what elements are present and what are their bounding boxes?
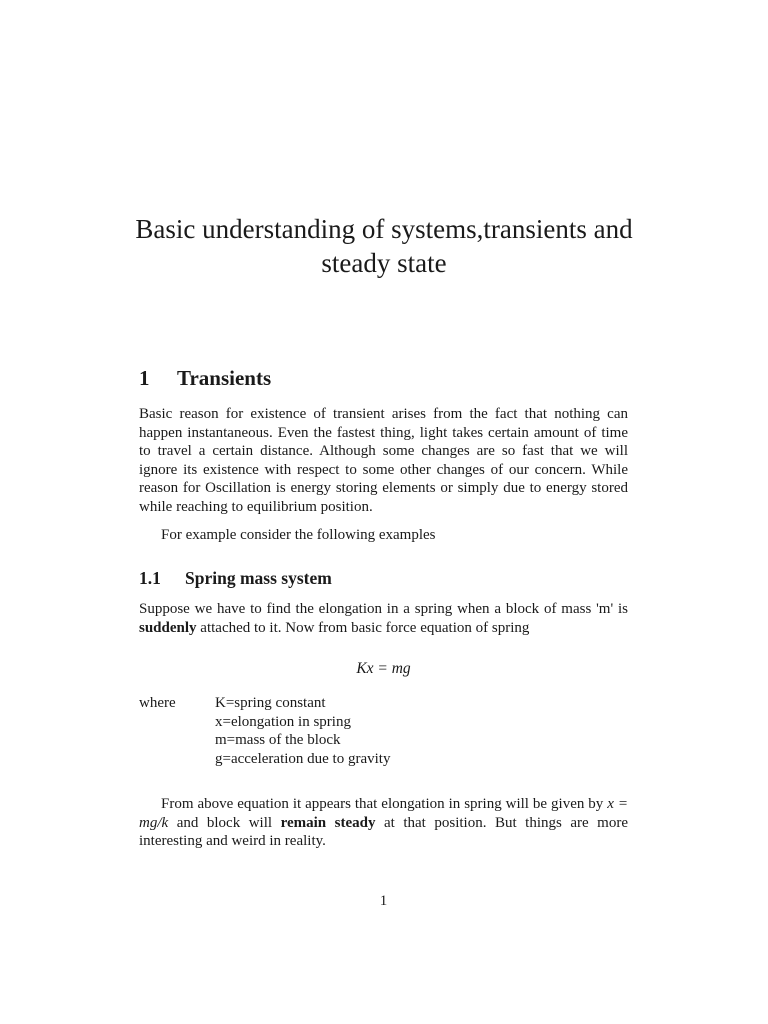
paragraph-examples-intro: For example consider the following examples <box>161 527 436 543</box>
definition-item: m=mass of the block <box>215 732 341 749</box>
definition-item: g=acceleration due to gravity <box>215 750 391 767</box>
conclusion-text-2: and block will <box>168 814 281 831</box>
paragraph-spring-intro <box>139 600 628 637</box>
conclusion-text-1: From above equation it appears that elongation in spring will be given by <box>161 796 608 812</box>
subsection-number: 1.1 <box>139 568 161 588</box>
section-title: Transients <box>177 366 272 390</box>
where-label: where <box>139 695 176 711</box>
inline-equation: x = mg/k <box>139 796 628 831</box>
subsection-heading-spring-mass <box>139 568 332 589</box>
conclusion-text-3: at that position. But things are more interesting and weird in reality. <box>139 814 628 850</box>
page-number: 1 <box>379 893 388 909</box>
definition-item: K=spring constant <box>215 695 326 711</box>
definition-item: x=elongation in spring <box>215 713 351 730</box>
spring-intro-emphasis: suddenly <box>139 619 197 636</box>
spring-intro-text-1: Suppose we have to find the elongation in a spring when a block of mass 'm' is <box>139 601 628 617</box>
variable-definitions <box>215 694 390 768</box>
equation-force: Kx = mg <box>356 660 411 677</box>
document-title <box>100 212 668 280</box>
title-line-1: Basic understanding of systems,transients and <box>135 214 633 244</box>
subsection-title: Spring mass system <box>185 568 332 588</box>
title-line-2: steady state <box>321 248 447 278</box>
paragraph-transients-intro: Basic reason for existence of transient arises from the fact that nothing can happen instantaneous. Even the fastest thing, light takes certain amount of time to travel a certain distance. Although some changes are so fast that we will ignore its existence with respect to some other changes of our concern. While reason for Oscillation is energy storing elements or simply due to energy stored while reaching to equilibrium position. <box>139 406 628 515</box>
spring-intro-text-2: attached to it. Now from basic force equation of spring <box>196 619 530 636</box>
paragraph-spring-conclusion <box>139 795 628 851</box>
conclusion-emphasis: remain steady <box>280 814 376 831</box>
section-heading-transients <box>139 366 271 391</box>
section-number: 1 <box>139 366 150 390</box>
